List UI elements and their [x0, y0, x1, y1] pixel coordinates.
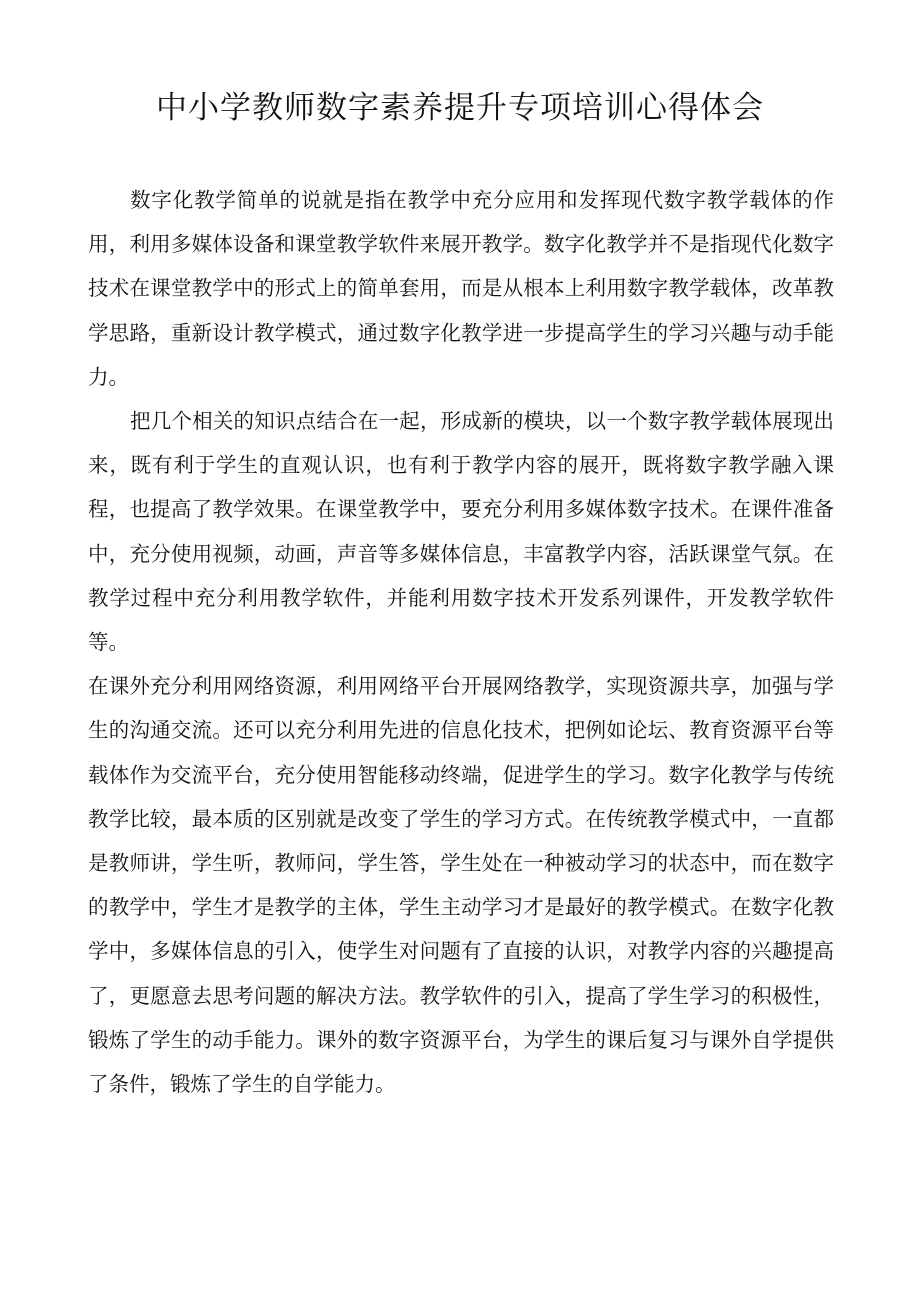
- paragraph-1: 数字化教学简单的说就是指在教学中充分应用和发挥现代数字教学载体的作用，利用多媒体设备和课堂教学软件来展开教学。数字化教学并不是指现代化数字技术在课堂教学中的形式上的简单套用，而是从根本上利用数字教学载体，改革教学思路，重新设计教学模式，通过数字化教学进一步提高学生的学习兴趣与动手能力。: [88, 188, 834, 389]
- paragraph-3: 在课外充分利用网络资源，利用网络平台开展网络教学，实现资源共享，加强与学生的沟通交流。还可以充分利用先进的信息化技术，把例如论坛、教育资源平台等载体作为交流平台，充分使用智能移动终端，促进学生的学习。数字化教学与传统教学比较，最本质的区别就是改变了学生的学习方式。在传统教学模式中，一直都是教师讲，学生听，教师问，学生答，学生处在一种被动学习的状态中，而在数字的教学中，学生才是教学的主体，学生主动学习才是最好的教学模式。在数字化教学中，多媒体信息的引入，使学生对问题有了直接的认识，对教学内容的兴趣提高了，更愿意去思考问题的解决方法。教学软件的引入，提高了学生学习的积极性，锻炼了学生的动手能力。课外的数字资源平台，为学生的课后复习与课外自学提供了条件，锻炼了学生的自学能力。: [88, 674, 834, 1097]
- paragraph-2: 把几个相关的知识点结合在一起，形成新的模块，以一个数字教学载体展现出来，既有利于学生的直观认识，也有利于教学内容的展开，既将数字教学融入课程，也提高了教学效果。在课堂教学中，要充分利用多媒体数字技术。在课件准备中，充分使用视频，动画，声音等多媒体信息，丰富教学内容，活跃课堂气氛。在教学过程中充分利用教学软件，并能利用数字技术开发系列课件，开发教学软件等。: [88, 409, 834, 655]
- document-body: [88, 178, 834, 1106]
- document-title: 中小学教师数字素养提升专项培训心得体会: [156, 90, 764, 126]
